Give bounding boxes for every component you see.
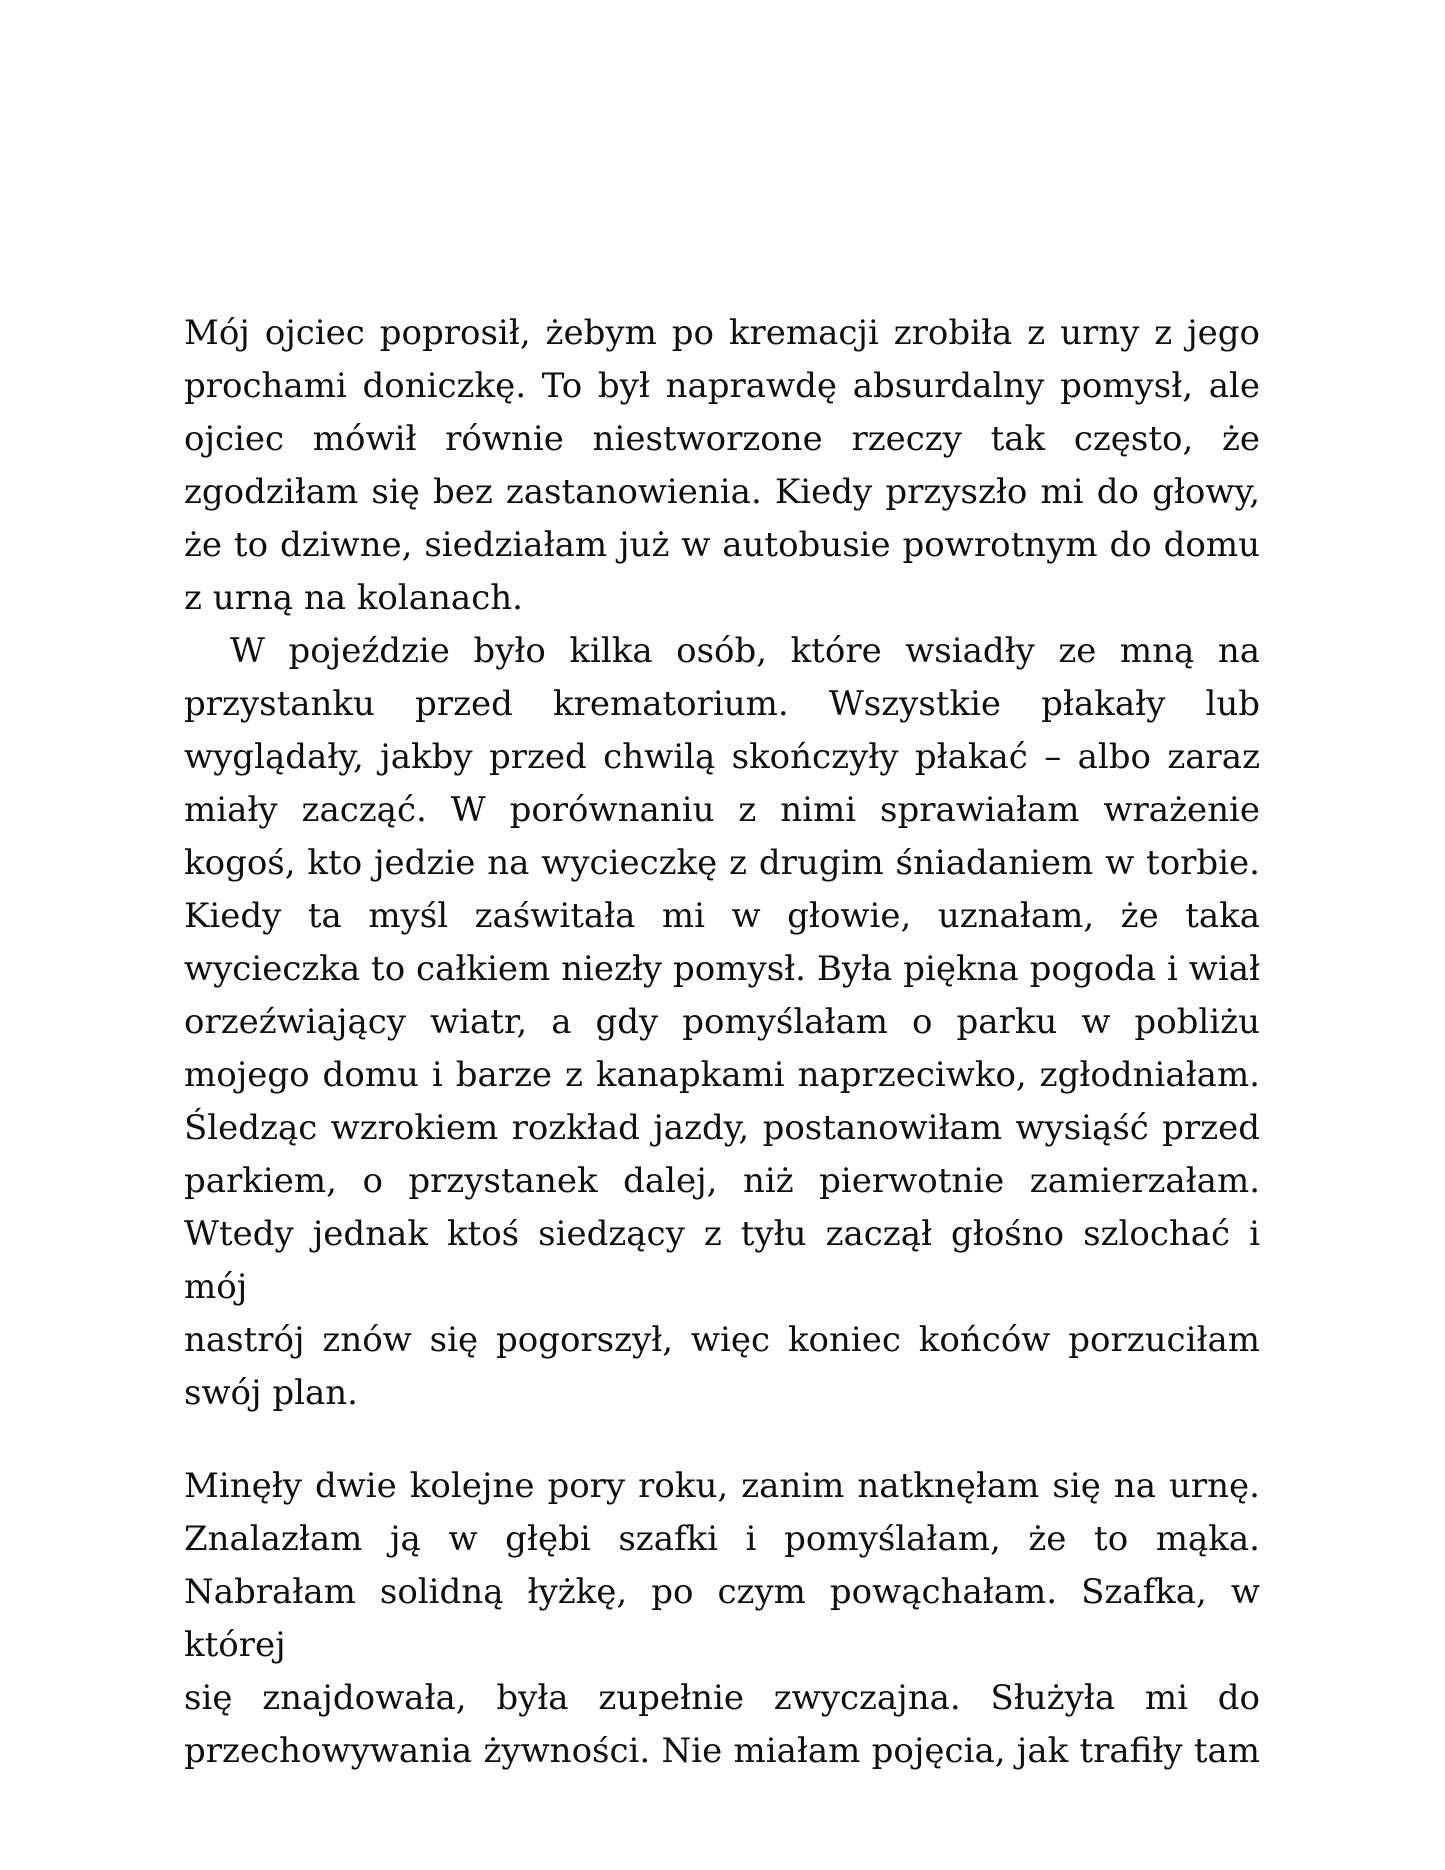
text-line: parkiem, o przystanek dalej, niż pierwotnie zamierzałam. [184, 1161, 1260, 1201]
text-line: wyglądały, jakby przed chwilą skończyły płakać – albo zaraz [184, 737, 1260, 777]
text-line: Minęły dwie kolejne pory roku, zanim natknęłam się na urnę. [184, 1466, 1260, 1506]
paragraph [184, 625, 1260, 1420]
text-line: Wtedy jednak ktoś siedzący z tyłu zaczął głośno szlochać i mój [184, 1214, 1260, 1307]
text-line: z urną na kolanach. [184, 578, 523, 618]
text-line: nastrój znów się pogorszył, więc koniec końców porzuciłam [184, 1320, 1260, 1360]
text-line: Śledząc wzrokiem rozkład jazdy, postanowiłam wysiąść przed [184, 1108, 1260, 1148]
text-line: mojego domu i barze z kanapkami naprzeciwko, zgłodniałam. [184, 1055, 1260, 1095]
text-line: ojciec mówił równie niestworzone rzeczy tak często, że [184, 419, 1260, 459]
text-line: kogoś, kto jedzie na wycieczkę z drugim śniadaniem w torbie. [184, 843, 1260, 883]
text-line: że to dziwne, siedziałam już w autobusie powrotnym do domu [184, 525, 1260, 565]
text-line: Nabrałam solidną łyżkę, po czym powąchałam. Szafka, w której [184, 1572, 1260, 1665]
text-line: przechowywania żywności. Nie miałam pojęcia, jak trafiły tam [184, 1731, 1260, 1771]
text-line: przystanku przed krematorium. Wszystkie płakały lub [184, 684, 1260, 724]
page-text-column [184, 307, 1260, 1778]
text-line: W pojeździe było kilka osób, które wsiadły ze mną na [230, 631, 1260, 671]
text-line: Znalazłam ją w głębi szafki i pomyślałam, że to mąka. [184, 1519, 1260, 1559]
paragraph [184, 1460, 1260, 1778]
text-line: swój plan. [184, 1373, 358, 1413]
text-line: Kiedy ta myśl zaświtała mi w głowie, uznałam, że taka [184, 896, 1260, 936]
paragraph [184, 307, 1260, 625]
text-line: orzeźwiający wiatr, a gdy pomyślałam o parku w pobliżu [184, 1002, 1260, 1042]
text-line: Mój ojciec poprosił, żebym po kremacji zrobiła z urny z jego [184, 313, 1260, 353]
text-line: wycieczka to całkiem niezły pomysł. Była piękna pogoda i wiał [184, 949, 1260, 989]
text-line: prochami doniczkę. To był naprawdę absurdalny pomysł, ale [184, 366, 1260, 406]
text-line: się znajdowała, była zupełnie zwyczajna. Służyła mi do [184, 1678, 1260, 1718]
text-line: miały zacząć. W porównaniu z nimi sprawiałam wrażenie [184, 790, 1260, 830]
text-line: zgodziłam się bez zastanowienia. Kiedy przyszło mi do głowy, [184, 472, 1260, 512]
